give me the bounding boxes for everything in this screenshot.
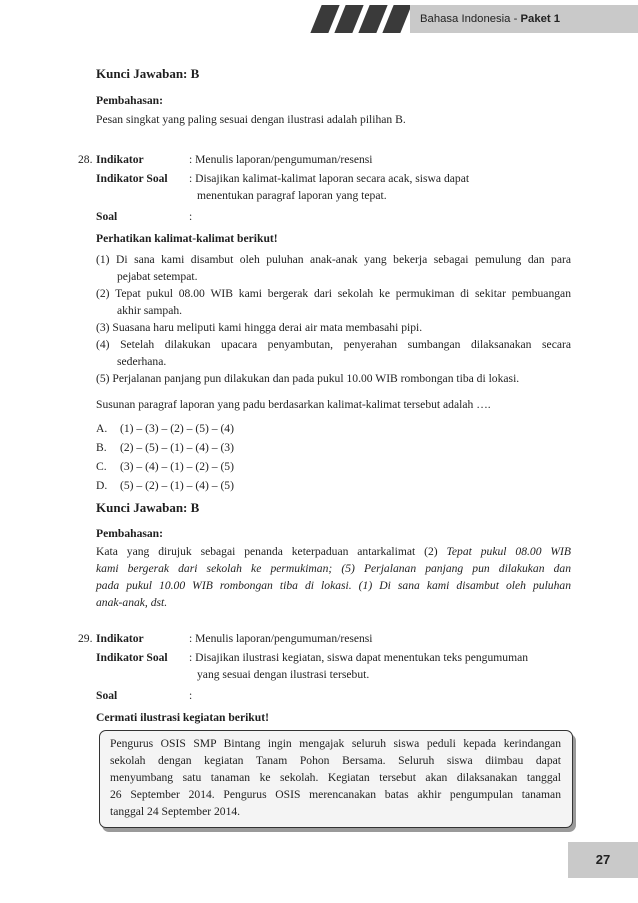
q28-option-a-letter: A. <box>96 422 108 435</box>
q28-pembahasan-line <box>96 545 571 558</box>
q28-sentence: (4) Setelah dilakukan upacara penyambutan, penyerahan sumbangan dilaksanakan secara <box>96 338 571 351</box>
q28-answer-key: Kunci Jawaban: B <box>96 500 200 515</box>
illustration-line: sekolah dengan kegiatan Tanam Pohon Bersama. Seluruh siswa diimbau dapat <box>110 754 561 767</box>
q28-number: 28. <box>78 153 93 166</box>
q28-indikator-label: Indikator <box>96 153 144 166</box>
q28-sentence: (2) Tepat pukul 08.00 WIB kami bergerak dari sekolah ke permukiman di sekitar pembuangan <box>96 287 571 300</box>
illustration-line: 26 September 2014. Pengurus OSIS merencanakan batas akhir pengumpulan tanaman <box>110 788 561 801</box>
illustration-box <box>99 730 573 828</box>
page-number: 27 <box>568 842 638 878</box>
q28-option-b-letter: B. <box>96 441 107 454</box>
q28-pembahasan-line: kami bergerak dari sekolah ke permukiman; (5) Perjalanan panjang pun dilakukan dan <box>96 562 571 575</box>
q28-sentence: (5) Perjalanan panjang pun dilakukan dan pada pukul 10.00 WIB rombongan tiba di lokasi. <box>96 372 520 385</box>
q28-option-b-text: (2) – (5) – (1) – (4) – (3) <box>120 441 234 454</box>
prev-answer-key: Kunci Jawaban: B <box>96 66 200 81</box>
q29-soal-colon: : <box>189 689 193 702</box>
q28-instruction: Perhatikan kalimat-kalimat berikut! <box>96 232 278 245</box>
q28-pembahasan-line: anak-anak, dst. <box>96 596 168 609</box>
q28-indikator-value: : Menulis laporan/pengumuman/resensi <box>189 153 373 166</box>
prev-pembahasan-text: Pesan singkat yang paling sesuai dengan ilustrasi adalah pilihan B. <box>96 113 406 126</box>
q28-question: Susunan paragraf laporan yang padu berdasarkan kalimat-kalimat tersebut adalah …. <box>96 398 491 411</box>
header-paket: Paket 1 <box>520 13 561 25</box>
q29-indikator-soal-label: Indikator Soal <box>96 651 168 664</box>
q28-option-c-text: (3) – (4) – (1) – (2) – (5) <box>120 460 234 473</box>
q28-pembahasan-l1-italic: Tepat pukul 08.00 WIB <box>446 545 571 558</box>
q28-option-d-text: (5) – (2) – (1) – (4) – (5) <box>120 479 234 492</box>
illustration-line: tanggal 24 September 2014. <box>110 805 241 818</box>
q28-indikator-soal-value: : Disajikan kalimat-kalimat laporan secara acak, siswa dapat <box>189 172 470 185</box>
q29-indikator-value: : Menulis laporan/pengumuman/resensi <box>189 632 373 645</box>
q28-pembahasan-label: Pembahasan: <box>96 527 163 540</box>
q28-pembahasan-l1-normal: Kata yang dirujuk sebagai penanda keterpaduan antarkalimat (2) <box>96 545 438 558</box>
illustration-line: Pengurus OSIS SMP Bintang ingin mengajak seluruh siswa peduli kepada kerindangan <box>110 737 561 750</box>
q28-indikator-soal-value-cont: menentukan paragraf laporan yang tepat. <box>197 189 387 202</box>
q28-soal-colon: : <box>189 210 193 223</box>
page-header <box>0 0 638 38</box>
q29-indikator-label: Indikator <box>96 632 144 645</box>
q28-sentence-cont: akhir sampah. <box>117 304 183 317</box>
q28-indikator-soal-label: Indikator Soal <box>96 172 168 185</box>
header-stripe <box>382 5 411 33</box>
illustration-line: menyumbang satu tanaman ke sekolah. Kegiatan tersebut akan dilaksanakan tanggal <box>110 771 561 784</box>
q28-sentence: (3) Suasana haru meliputi kami hingga derai air mata membasahi pipi. <box>96 321 423 334</box>
q29-instruction: Cermati ilustrasi kegiatan berikut! <box>96 711 269 724</box>
q28-option-c-letter: C. <box>96 460 107 473</box>
q28-sentence-cont: sederhana. <box>117 355 167 368</box>
q28-option-d-letter: D. <box>96 479 108 492</box>
q28-pembahasan-line: pada pukul 10.00 WIB rombongan tiba di lokasi. (1) Di sana kami disambut oleh puluhan <box>96 579 571 592</box>
q29-indikator-soal-value: : Disajikan ilustrasi kegiatan, siswa dapat menentukan teks pengumuman <box>189 651 529 664</box>
q28-soal-label: Soal <box>96 210 118 223</box>
header-subject: Bahasa Indonesia - <box>420 13 521 25</box>
prev-pembahasan-label: Pembahasan: <box>96 94 163 107</box>
q29-indikator-soal-value-cont: yang sesuai dengan ilustrasi tersebut. <box>197 668 370 681</box>
q29-soal-label: Soal <box>96 689 118 702</box>
q28-sentence-cont: pejabat setempat. <box>117 270 198 283</box>
header-title <box>420 8 560 30</box>
q29-number: 29. <box>78 632 93 645</box>
q28-option-a-text: (1) – (3) – (2) – (5) – (4) <box>120 422 234 435</box>
q28-sentence: (1) Di sana kami disambut oleh puluhan anak-anak yang bekerja sebagai pemulung dan para <box>96 253 571 266</box>
